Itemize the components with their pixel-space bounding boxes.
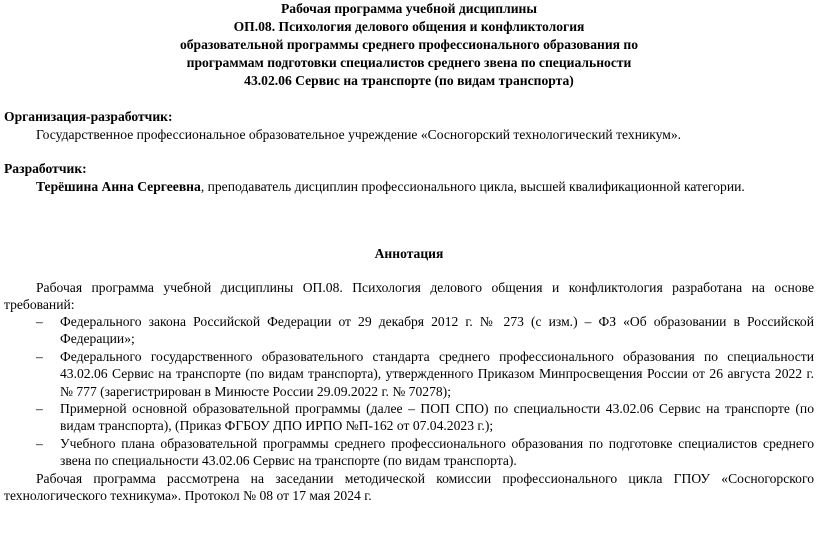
- annotation-closing: Рабочая программа рассмотрена на заседании методической комиссии профессионального цикла ГПОУ «Сосногорского технологического техникума». Протокол № 08 от 17 мая 2024 г.: [4, 470, 814, 503]
- list-item-text: Федерального закона Российской Федерации от 29 декабря 2012 г. № 273 (с изм.) – ФЗ «Об образовании в Российской Федерации»;: [60, 314, 814, 347]
- title-line-5: 43.02.06 Сервис на транспорте (по видам транспорта): [244, 73, 574, 88]
- title-line-1: Рабочая программа учебной дисциплины: [280, 1, 538, 16]
- title-line-4: программам подготовки специалистов среднего звена по специальности: [186, 55, 632, 70]
- list-item-text: Учебного плана образовательной программы среднего профессионального образования по подготовке специалистов среднего звена по специальности 43.02.06 Сервис на транспорте (по видам транспорта).: [60, 435, 814, 469]
- title-line-3: образовательной программы среднего профессионального образования по: [179, 37, 639, 52]
- list-item: [4, 435, 814, 470]
- dash-marker: –: [36, 401, 43, 417]
- organization-label: Организация-разработчик:: [4, 109, 173, 124]
- dash-marker: –: [36, 314, 43, 329]
- requirements-list: [4, 313, 814, 470]
- list-item: [4, 348, 814, 400]
- document-title: [4, 0, 814, 90]
- developer-description: , преподаватель дисциплин профессионального цикла, высшей квалификационной категории.: [200, 179, 745, 194]
- title-line-2: ОП.08. Психология делового общения и конфликтология: [233, 19, 585, 34]
- developer-text: [4, 178, 814, 195]
- developer-label: Разработчик:: [4, 161, 87, 176]
- dash-marker: –: [36, 435, 43, 451]
- annotation-title: Аннотация: [374, 246, 444, 261]
- list-item-text: Примерной основной образовательной программы (далее – ПОП СПО) по специальности 43.02.06 Сервис на транспорте (по видам транспорта), (Приказ ФГБОУ ДПО ИРПО №П-162 от 07.04.2023 г.);: [60, 401, 814, 434]
- organization-text: Государственное профессиональное образовательное учреждение «Сосногорский технологический техникум».: [36, 127, 682, 142]
- list-item: [4, 313, 814, 348]
- dash-marker: –: [36, 348, 43, 364]
- document-page: [4, 0, 814, 504]
- annotation-intro: Рабочая программа учебной дисциплины ОП.08. Психология делового общения и конфликтология разработана на основе требований:: [4, 280, 814, 312]
- list-item-text: Федерального государственного образовательного стандарта среднего профессионального образования по специальности 43.02.06 Сервис на транспорте (по видам транспорта), утвержденного Приказом Минпросвещения России от 26 августа 2022 г. № 777 (зарегистрирован в Минюсте России 29.09.2022 г. № 70278);: [60, 348, 814, 399]
- list-item: [4, 400, 814, 435]
- developer-name: Терёшина Анна Сергеевна: [36, 179, 201, 194]
